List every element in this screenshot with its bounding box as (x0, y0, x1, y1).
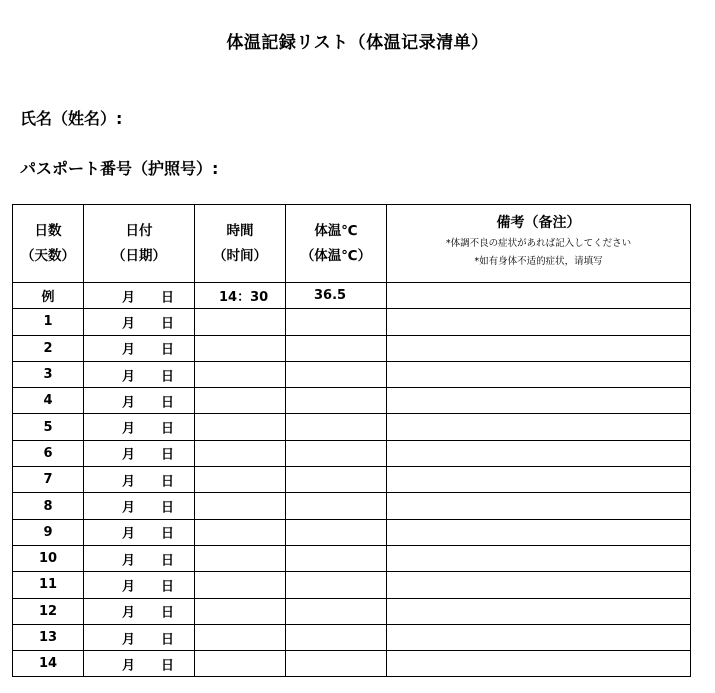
day-char: 日 (161, 579, 175, 595)
temperature-cell[interactable] (286, 572, 387, 598)
table-row (13, 598, 691, 624)
header-time-zh: （时间） (213, 247, 267, 264)
date-cell[interactable] (84, 598, 195, 624)
day-char: 日 (161, 553, 175, 569)
time-cell[interactable] (195, 598, 286, 624)
date-cell[interactable] (84, 388, 195, 414)
time-cell[interactable] (195, 519, 286, 545)
day-char: 日 (161, 526, 175, 542)
time-cell[interactable] (195, 545, 286, 571)
date-cell[interactable] (84, 361, 195, 387)
header-time (195, 205, 286, 283)
temperature-cell[interactable] (286, 624, 387, 650)
temperature-cell[interactable] (286, 545, 387, 571)
day-number: 5 (13, 414, 84, 440)
day-char: 日 (161, 421, 175, 437)
remarks-cell[interactable] (387, 414, 691, 440)
day-number: 6 (13, 440, 84, 466)
example-time: 14：30 (219, 290, 269, 306)
header-remarks-note-ja: *体調不良の症状があれば記入してください (445, 237, 632, 249)
day-number: 4 (13, 388, 84, 414)
header-time-ja: 時間 (226, 222, 254, 239)
day-char: 日 (161, 500, 175, 516)
time-cell[interactable] (195, 440, 286, 466)
remarks-cell[interactable] (387, 309, 691, 335)
table-row (13, 361, 691, 387)
table-row (13, 309, 691, 335)
day-char: 日 (161, 474, 175, 490)
time-cell[interactable] (195, 309, 286, 335)
day-number: 14 (13, 651, 84, 677)
time-cell[interactable] (195, 651, 286, 677)
example-temperature-cell[interactable] (286, 283, 387, 309)
example-label: 例 (13, 283, 84, 309)
day-char: 日 (161, 447, 175, 463)
month-char: 月 (122, 632, 136, 647)
month-char: 月 (122, 553, 136, 569)
date-cell[interactable] (84, 624, 195, 650)
month-char: 月 (122, 342, 136, 358)
month-char: 月 (122, 316, 136, 332)
temperature-cell[interactable] (286, 414, 387, 440)
month-char: 月 (122, 290, 136, 306)
remarks-cell[interactable] (387, 598, 691, 624)
temperature-cell[interactable] (286, 467, 387, 493)
table-row (13, 388, 691, 414)
page-title: 体温記録リスト（体温记录清单） (226, 33, 489, 53)
temperature-cell[interactable] (286, 493, 387, 519)
time-cell[interactable] (195, 414, 286, 440)
header-day-ja: 日数 (34, 222, 62, 239)
table-row (13, 519, 691, 545)
day-char: 日 (161, 632, 175, 647)
day-char: 日 (161, 369, 175, 385)
header-temperature (286, 205, 387, 283)
day-char: 日 (161, 395, 175, 411)
temperature-cell[interactable] (286, 388, 387, 414)
date-cell[interactable] (84, 414, 195, 440)
temperature-cell[interactable] (286, 361, 387, 387)
remarks-cell[interactable] (387, 440, 691, 466)
day-number: 9 (13, 519, 84, 545)
header-date-zh: （日期） (112, 247, 166, 264)
table-row (13, 493, 691, 519)
table-row (13, 414, 691, 440)
header-date-ja: 日付 (125, 222, 153, 239)
example-time-cell[interactable] (195, 283, 286, 309)
day-char: 日 (161, 316, 175, 332)
temperature-cell[interactable] (286, 519, 387, 545)
table-row (13, 335, 691, 361)
time-cell[interactable] (195, 335, 286, 361)
day-char: 日 (161, 605, 175, 621)
time-cell[interactable] (195, 572, 286, 598)
remarks-cell[interactable] (387, 624, 691, 650)
day-number: 13 (13, 624, 84, 650)
table-header-row (13, 205, 691, 283)
date-cell[interactable] (84, 545, 195, 571)
month-char: 月 (122, 500, 136, 516)
day-char: 日 (161, 342, 175, 358)
month-char: 月 (122, 421, 136, 437)
table-row (13, 572, 691, 598)
header-remarks (387, 205, 691, 283)
remarks-cell[interactable] (387, 335, 691, 361)
month-char: 月 (122, 658, 136, 674)
temperature-cell[interactable] (286, 440, 387, 466)
day-number: 2 (13, 335, 84, 361)
remarks-cell[interactable] (387, 519, 691, 545)
header-remarks-title: 備考（备注） (496, 214, 581, 231)
name-field-label: 氏名（姓名）: (20, 109, 123, 128)
header-day-zh: （天数） (21, 247, 75, 264)
temperature-log-table (12, 204, 691, 677)
month-char: 月 (122, 474, 136, 490)
month-char: 月 (122, 447, 136, 463)
header-temperature-ja: 体温℃ (314, 222, 358, 239)
temperature-cell[interactable] (286, 651, 387, 677)
table-row (13, 624, 691, 650)
day-char: 日 (161, 290, 175, 306)
month-char: 月 (122, 605, 136, 621)
date-cell[interactable] (84, 309, 195, 335)
temperature-cell[interactable] (286, 335, 387, 361)
example-temperature: 36.5 (314, 288, 347, 304)
time-cell[interactable] (195, 624, 286, 650)
date-cell[interactable] (84, 572, 195, 598)
day-number: 12 (13, 598, 84, 624)
remarks-cell[interactable] (387, 651, 691, 677)
temperature-cell[interactable] (286, 598, 387, 624)
month-char: 月 (122, 395, 136, 411)
date-cell[interactable] (84, 335, 195, 361)
date-cell[interactable] (84, 519, 195, 545)
day-number: 11 (13, 572, 84, 598)
header-temperature-zh: （体温℃） (300, 247, 372, 264)
time-cell[interactable] (195, 493, 286, 519)
header-remarks-note-zh: *如有身体不适的症状，请填写 (474, 255, 603, 267)
remarks-cell[interactable] (387, 572, 691, 598)
date-cell[interactable] (84, 440, 195, 466)
header-day (13, 205, 84, 283)
table-row (13, 651, 691, 677)
day-number: 8 (13, 493, 84, 519)
day-char: 日 (161, 658, 175, 674)
example-row (13, 283, 691, 309)
temperature-cell[interactable] (286, 309, 387, 335)
time-cell[interactable] (195, 361, 286, 387)
table-row (13, 545, 691, 571)
passport-field-label: パスポート番号（护照号）: (20, 159, 219, 178)
day-number: 3 (13, 361, 84, 387)
date-cell[interactable] (84, 493, 195, 519)
day-number: 10 (13, 545, 84, 571)
remarks-cell[interactable] (387, 493, 691, 519)
table-row (13, 440, 691, 466)
table-row (13, 467, 691, 493)
example-date-cell[interactable] (84, 283, 195, 309)
header-date (84, 205, 195, 283)
date-cell[interactable] (84, 651, 195, 677)
remarks-cell[interactable] (387, 467, 691, 493)
remarks-cell[interactable] (387, 545, 691, 571)
remarks-cell[interactable] (387, 361, 691, 387)
date-cell[interactable] (84, 467, 195, 493)
month-char: 月 (122, 579, 136, 595)
month-char: 月 (122, 526, 136, 542)
example-remarks-cell[interactable] (387, 283, 691, 309)
day-number: 1 (13, 309, 84, 335)
time-cell[interactable] (195, 467, 286, 493)
day-number: 7 (13, 467, 84, 493)
time-cell[interactable] (195, 388, 286, 414)
month-char: 月 (122, 369, 136, 385)
remarks-cell[interactable] (387, 388, 691, 414)
